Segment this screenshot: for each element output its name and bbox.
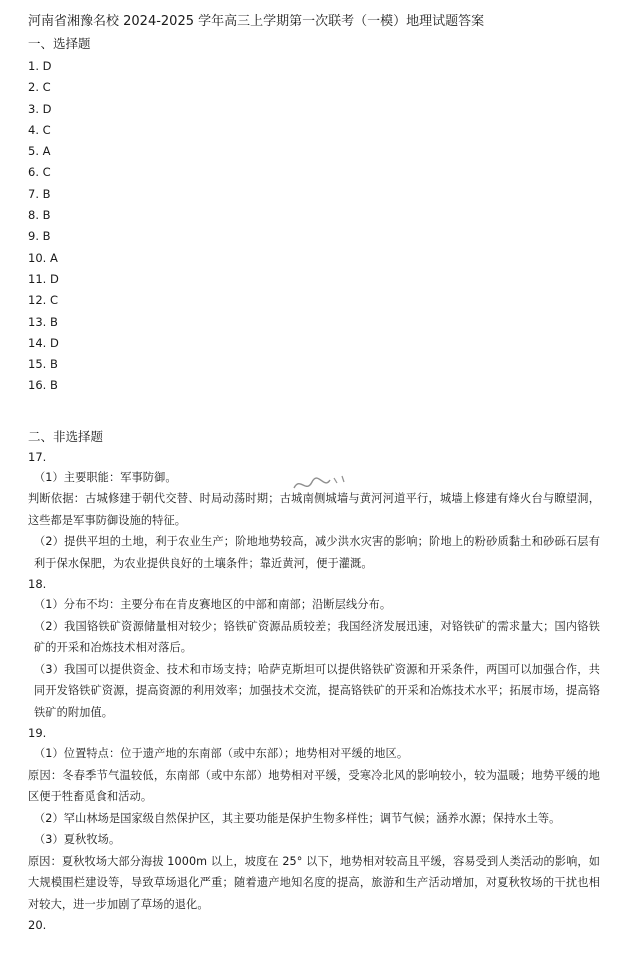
multiple-choice-answer-list xyxy=(28,56,600,397)
answer-item: 14. D xyxy=(28,335,59,350)
answer-item: 2. C xyxy=(28,80,51,95)
answer-item: 12. C xyxy=(28,293,58,308)
answer-item: 7. B xyxy=(28,186,51,201)
answer-item: 5. A xyxy=(28,144,51,159)
q18-part2: （2）我国铬铁矿资源储量相对较少；铬铁矿资源品质较差；我国经济发展迅速，对铬铁矿的需求量大；国内铬铁矿的开采和冶炼技术相对落后。 xyxy=(34,619,600,655)
answer-item: 13. B xyxy=(28,314,58,329)
answer-item: 6. C xyxy=(28,165,51,180)
answer-item: 4. C xyxy=(28,122,51,137)
answer-item: 10. A xyxy=(28,250,58,265)
section-free-response-heading: 二、非选择题 xyxy=(28,428,104,444)
q17-reasoning: 判断依据：古城修建于朝代交替、时局动荡时期；古城南侧城墙与黄河河道平行，城墙上修建有烽火台与瞭望洞，这些都是军事防御设施的特征。 xyxy=(28,492,600,527)
document-title: 河南省湘豫名校 2024-2025 学年高三上学期第一次联考（一模）地理试题答案 xyxy=(28,14,485,29)
question-17-number: 17. xyxy=(28,449,47,464)
answer-item: 15. B xyxy=(28,357,58,372)
answer-item: 9. B xyxy=(28,229,51,244)
answer-item: 16. B xyxy=(28,378,58,393)
q18-part3: （3）我国可以提供资金、技术和市场支持；哈萨克斯坦可以提供铬铁矿资源和开采条件，两国可以加强合作，共同开发铬铁矿资源，提高资源的利用效率；加强技术交流，提高铬铁矿的开采和冶炼技术水平；拓展市场，提高铬铁矿的附加值。 xyxy=(34,662,600,719)
q17-part2: （2）提供平坦的土地，利于农业生产；阶地地势较高，减少洪水灾害的影响；阶地上的粉砂质黏土和砂砾石层有利于保水保肥，为农业提供良好的土壤条件；靠近黄河，便于灌溉。 xyxy=(34,535,600,570)
q19-reason3: 原因：夏秋牧场大部分海拔 1000m 以上，坡度在 25° 以下，地势相对较高且平缓，容易受到人类活动的影响，如大规模围栏建设等，导致草场退化严重；随着遗产地知名度的提高，旅游和生产活动增加，对夏秋牧场的干扰也相对较大，进一步加剧了草场的退化。 xyxy=(28,854,600,911)
q19-part3: （3）夏秋牧场。 xyxy=(34,833,121,847)
question-18-number: 18. xyxy=(28,577,47,592)
answer-item: 11. D xyxy=(28,271,59,286)
question-19-number: 19. xyxy=(28,726,47,741)
q19-part2: （2）罕山林场是国家级自然保护区，其主要功能是保护生物多样性；调节气候；涵养水源；保持水土等。 xyxy=(34,811,561,825)
q19-reason1: 原因：冬春季节气温较低，东南部（或中东部）地势相对平缓，受寒冷北风的影响较小，较为温暖；地势平缓的地区便于牲畜觅食和活动。 xyxy=(28,768,600,804)
answer-item: 8. B xyxy=(28,208,51,223)
answer-item: 1. D xyxy=(28,59,52,73)
question-20-number: 20. xyxy=(28,918,47,933)
q19-part1: （1）位置特点：位于遗产地的东南部（或中东部）；地势相对平缓的地区。 xyxy=(34,747,409,761)
answer-item: 3. D xyxy=(28,101,52,116)
q17-part1: （1）主要职能：军事防御。 xyxy=(34,470,177,484)
q18-part1: （1）分布不均：主要分布在肯皮赛地区的中部和南部；沿断层线分布。 xyxy=(34,598,392,612)
section-multiple-choice-heading: 一、选择题 xyxy=(28,36,91,51)
spacer xyxy=(28,397,600,427)
